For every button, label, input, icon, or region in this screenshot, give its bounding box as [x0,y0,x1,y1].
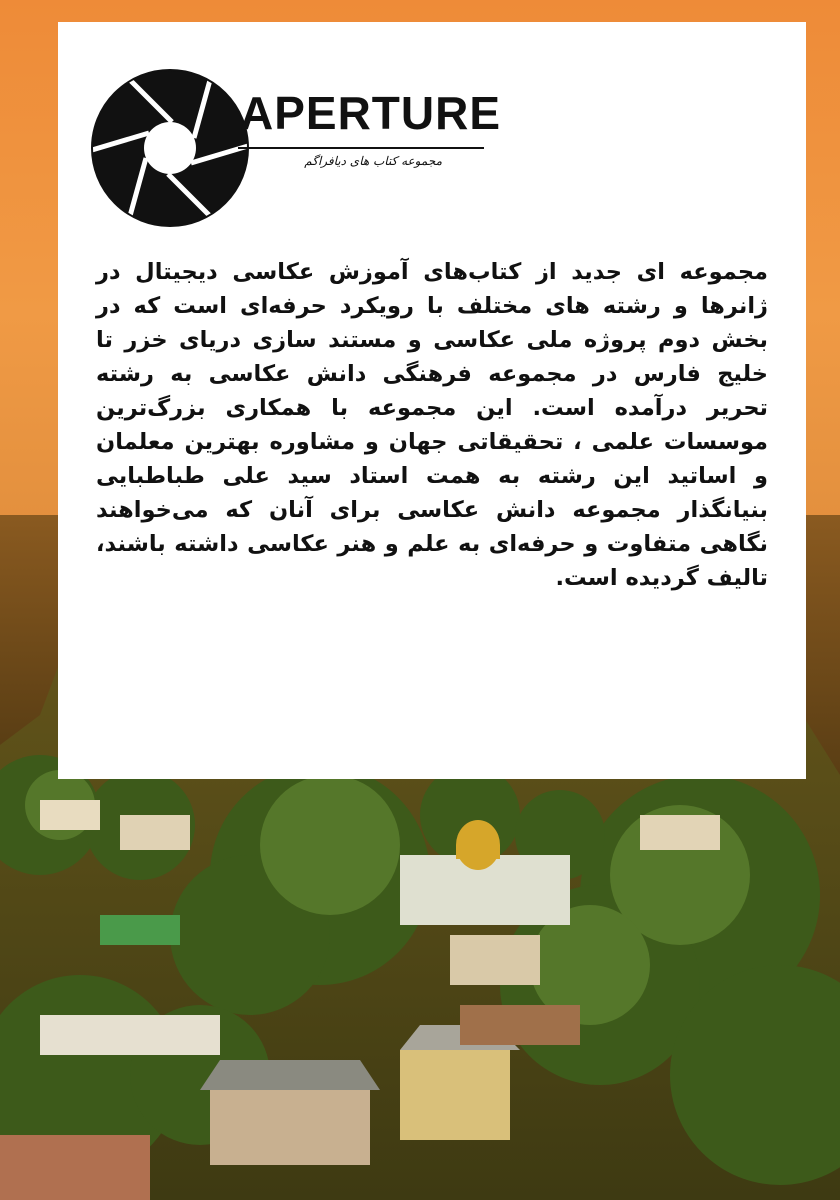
logo-title: APERTURE [240,87,502,139]
aperture-shutter-icon [90,68,250,228]
description-paragraph: مجموعه ای جدید از کتاب‌های آموزش عکاسی دیجیتال در ژانرها و رشته های مختلف با رویکرد حرفه‌ای است که در بخش دوم پروژه ملی عکاسی و مستند سازی دریای خزر تا خلیج فارس در مجموعه فرهنگی دانش عکاسی به رشته تحریر درآمده است. این مجموعه با همکاری بزرگ‌ترین موسسات علمی ، تحقیقاتی جهان و مشاوره بهترین معلمان و اساتید این رشته به همت استاد سید علی طباطبایی بنیانگذار مجموعه دانش عکاسی برای آنان که می‌خواهند نگاهی متفاوت و حرفه‌ای به علم و هنر عکاسی داشته باشند، تالیف گردیده است. [96,259,768,591]
logo-subtitle: مجموعه کتاب های دیافراگم [304,154,442,168]
logo-divider [238,147,484,149]
aperture-logo [90,68,502,238]
text-card [58,22,806,779]
